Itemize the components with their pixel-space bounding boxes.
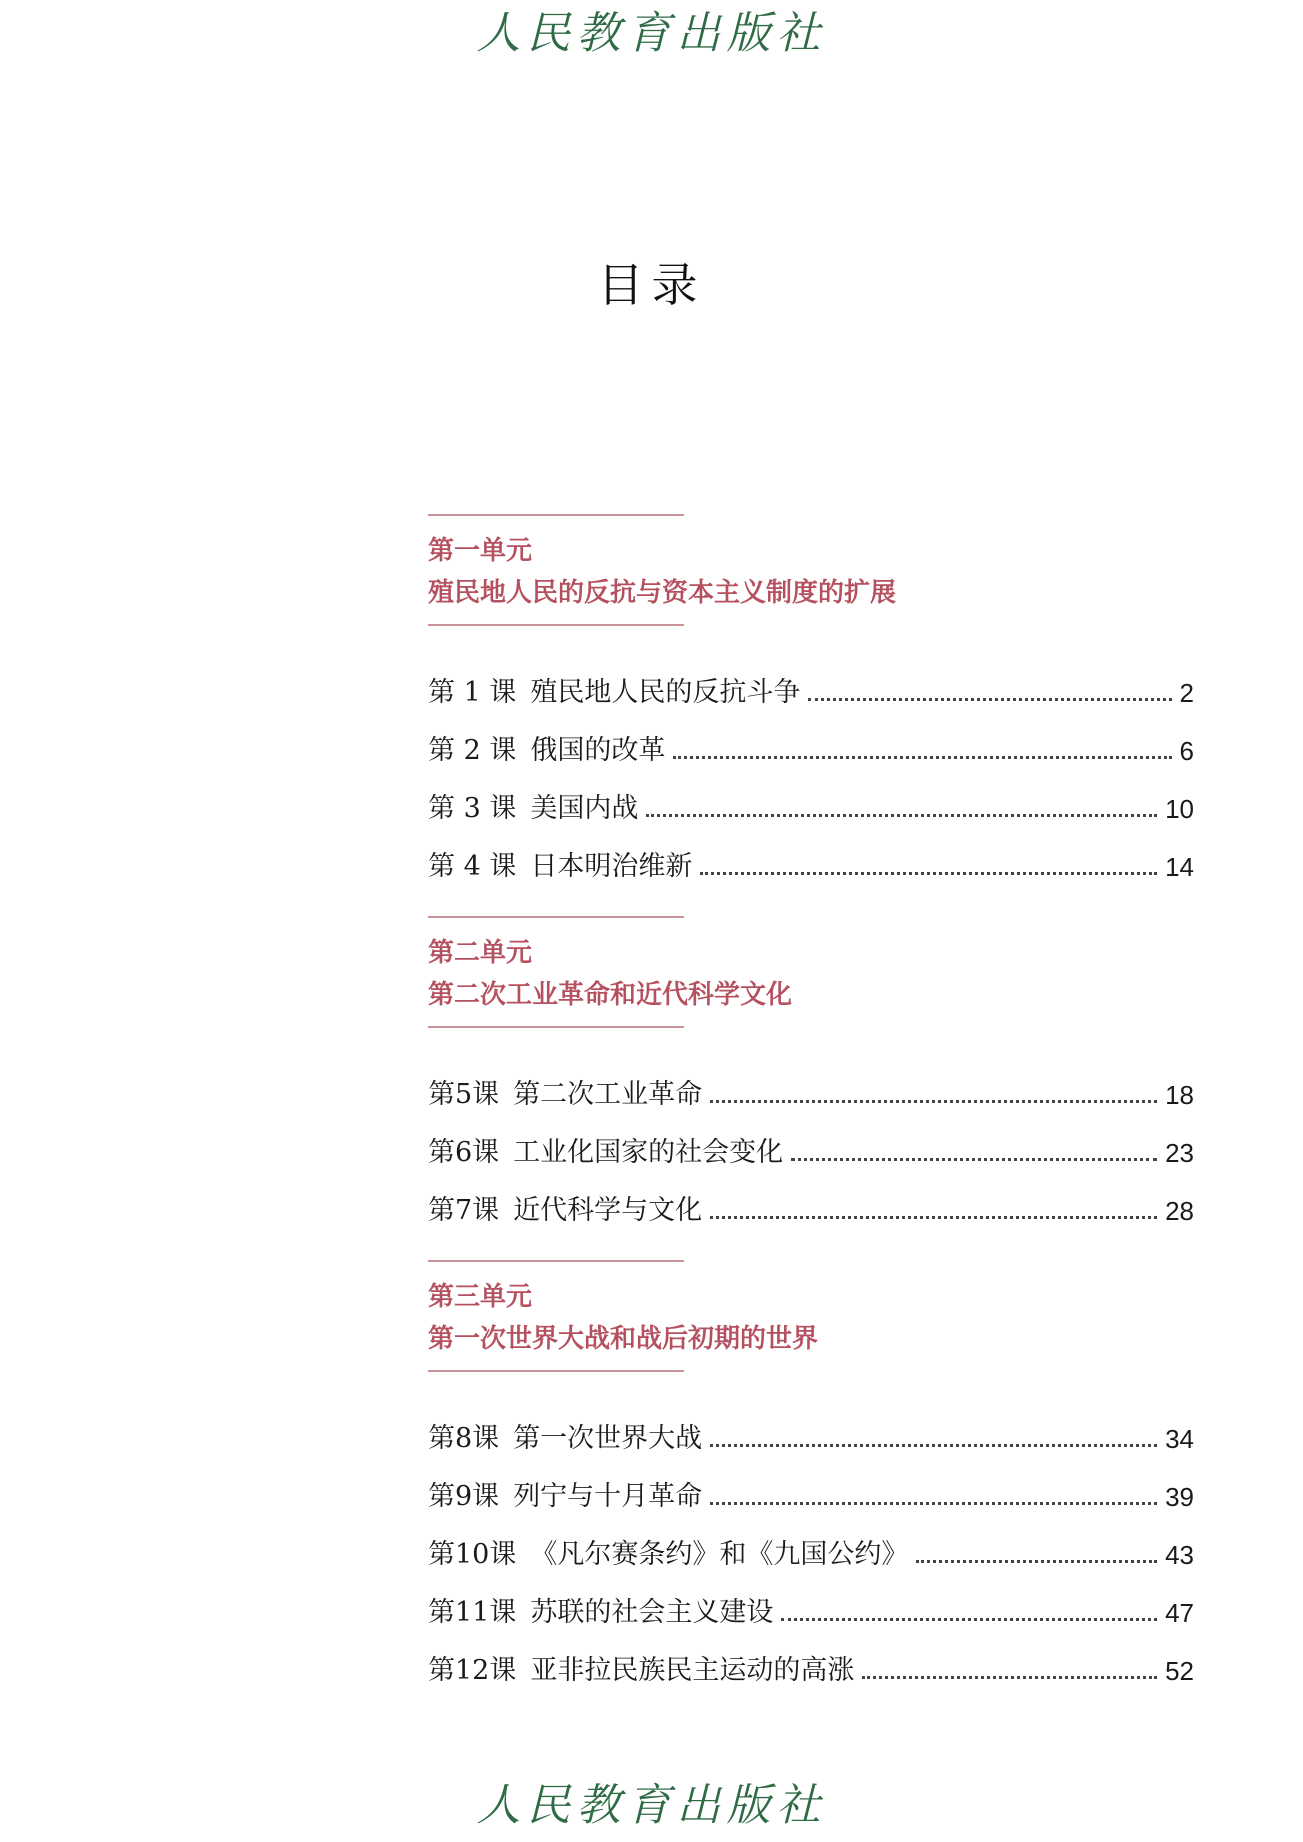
dot-leader	[673, 756, 1171, 759]
toc-entry[interactable]	[428, 822, 1194, 880]
page-number: 39	[1165, 1482, 1194, 1512]
lesson-label: 第6课	[428, 1137, 500, 1168]
lesson-title: 美国内战	[530, 793, 639, 824]
lesson-title: 工业化国家的社会变化	[513, 1137, 784, 1168]
page-number: 2	[1179, 678, 1194, 708]
dot-leader	[862, 1676, 1157, 1679]
dot-leader	[646, 814, 1157, 817]
page-number: 6	[1179, 736, 1194, 766]
page-number: 43	[1165, 1540, 1194, 1570]
lesson-label: 第10课	[428, 1539, 517, 1570]
toc-entry[interactable]	[428, 1452, 1194, 1510]
dot-leader	[710, 1444, 1157, 1447]
lesson-label: 第12课	[428, 1655, 517, 1686]
lesson-title: 殖民地人民的反抗斗争	[530, 677, 801, 708]
lesson-title: 苏联的社会主义建设	[530, 1597, 774, 1628]
unit-divider	[428, 514, 684, 516]
lesson-label: 第 4 课	[428, 851, 517, 882]
lesson-title: 俄国的改革	[530, 735, 666, 766]
page-number: 52	[1165, 1656, 1194, 1686]
page-title: 目录	[597, 258, 706, 312]
unit-divider	[428, 916, 684, 918]
lesson-title: 近代科学与文化	[513, 1195, 703, 1226]
dot-leader	[808, 698, 1171, 701]
unit-number: 第三单元	[428, 1282, 533, 1312]
toc-entry[interactable]	[428, 1568, 1194, 1626]
unit-2	[428, 916, 1194, 1224]
toc-entry[interactable]	[428, 1626, 1194, 1684]
page-number: 18	[1165, 1080, 1194, 1110]
lesson-title: 《凡尔赛条约》和《九国公约》	[530, 1539, 909, 1570]
unit-title: 第二次工业革命和近代科学文化	[428, 980, 793, 1010]
unit-3	[428, 1260, 1194, 1684]
lesson-title: 第一次世界大战	[513, 1423, 703, 1454]
unit-title: 殖民地人民的反抗与资本主义制度的扩展	[428, 578, 897, 608]
page-number: 34	[1165, 1424, 1194, 1454]
page-number: 23	[1165, 1138, 1194, 1168]
lesson-title: 日本明治维新	[530, 851, 693, 882]
page-number: 14	[1165, 852, 1194, 882]
lesson-label: 第9课	[428, 1481, 500, 1512]
toc-entry[interactable]	[428, 1166, 1194, 1224]
table-of-contents	[428, 514, 1194, 1684]
toc-entry[interactable]	[428, 1108, 1194, 1166]
unit-divider	[428, 1370, 684, 1372]
dot-leader	[710, 1502, 1157, 1505]
publisher-logo-top: 人民教育出版社	[476, 8, 827, 59]
dot-leader	[700, 872, 1157, 875]
lesson-label: 第11课	[428, 1597, 517, 1628]
toc-entry[interactable]	[428, 706, 1194, 764]
lesson-label: 第 2 课	[428, 735, 517, 766]
dot-leader	[916, 1560, 1157, 1563]
dot-leader	[710, 1216, 1157, 1219]
lesson-title: 列宁与十月革命	[513, 1481, 703, 1512]
unit-number: 第一单元	[428, 536, 533, 566]
page-number: 10	[1165, 794, 1194, 824]
lesson-label: 第 1 课	[428, 677, 517, 708]
lesson-title: 第二次工业革命	[513, 1079, 703, 1110]
unit-divider	[428, 1026, 684, 1028]
toc-entry[interactable]	[428, 1050, 1194, 1108]
unit-1	[428, 514, 1194, 880]
publisher-logo-bottom: 人民教育出版社	[476, 1780, 827, 1831]
unit-title: 第一次世界大战和战后初期的世界	[428, 1324, 819, 1354]
page-number: 28	[1165, 1196, 1194, 1226]
lesson-label: 第5课	[428, 1079, 500, 1110]
unit-number: 第二单元	[428, 938, 533, 968]
lesson-label: 第7课	[428, 1195, 500, 1226]
dot-leader	[791, 1158, 1157, 1161]
toc-entry[interactable]	[428, 1510, 1194, 1568]
toc-entry[interactable]	[428, 1394, 1194, 1452]
lesson-label: 第 3 课	[428, 793, 517, 824]
unit-divider	[428, 1260, 684, 1262]
unit-divider	[428, 624, 684, 626]
toc-entry[interactable]	[428, 764, 1194, 822]
lesson-label: 第8课	[428, 1423, 500, 1454]
dot-leader	[710, 1100, 1157, 1103]
dot-leader	[781, 1618, 1157, 1621]
page-number: 47	[1165, 1598, 1194, 1628]
lesson-title: 亚非拉民族民主运动的高涨	[530, 1655, 855, 1686]
toc-entry[interactable]	[428, 648, 1194, 706]
